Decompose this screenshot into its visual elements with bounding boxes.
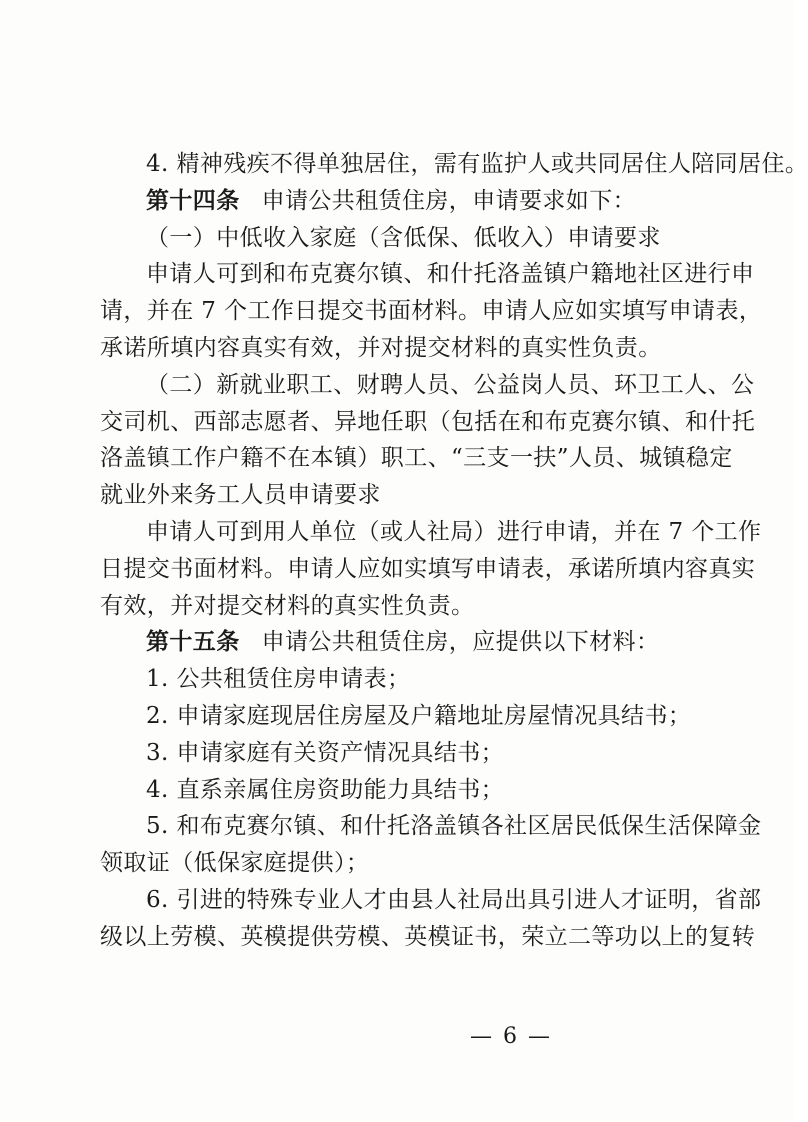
line-text: 4. 直系亲属住房资助能力具结书； (146, 776, 505, 803)
paragraph-line (100, 477, 692, 514)
line-text: （一）中低收入家庭（含低保、低收入）申请要求 (146, 224, 661, 251)
line-text: 请，并在 7 个工作日提交书面材料。申请人应如实填写申请表， (100, 298, 763, 325)
list-item (100, 698, 692, 735)
line-text: 领取证（低保家庭提供）； (100, 850, 370, 877)
list-item (100, 735, 692, 772)
list-item (100, 882, 762, 919)
list-item-continuation (100, 845, 692, 882)
line-text: 3. 申请家庭有关资产情况具结书； (146, 739, 505, 766)
list-item (100, 808, 762, 845)
paragraph-line (100, 404, 756, 441)
line-text: 4. 精神残疾不得单独居住，需有监护人或共同居住人陪同居住。 (146, 151, 808, 177)
article-heading-line (100, 183, 692, 220)
article-label: 第十四条 (146, 186, 240, 214)
paragraph-line (100, 588, 692, 625)
line-text: 洛盖镇工作户籍不在本镇）职工、“三支一扶”人员、城镇稳定 (100, 445, 733, 472)
article-heading-line (100, 624, 692, 661)
article-label: 第十五条 (146, 628, 240, 656)
line-text: 申请人可到和布克赛尔镇、和什托洛盖镇户籍地社区进行申 (146, 261, 755, 288)
line-text: 申请公共租赁住房，申请要求如下： (261, 187, 637, 214)
paragraph-line (100, 293, 763, 330)
line-text: 6. 引进的特殊专业人才由县人社局出具引进人才证明，省部 (146, 886, 762, 913)
page-number: — 6 — (470, 1024, 552, 1049)
paragraph-line (100, 551, 756, 588)
list-item (100, 661, 692, 698)
paragraph-line (100, 220, 692, 257)
paragraph-line (100, 330, 692, 367)
list-item-continuation (100, 919, 756, 956)
paragraph-line (100, 367, 755, 404)
paragraph-line (100, 440, 733, 477)
paragraph-line (100, 256, 755, 293)
line-text: 有效，并对提交材料的真实性负责。 (100, 592, 475, 619)
document-body (100, 146, 808, 956)
paragraph-line (100, 514, 762, 551)
line-text: 1. 公共租赁住房申请表； (146, 666, 411, 693)
line-text: 5. 和布克赛尔镇、和什托洛盖镇各社区居民低保生活保障金 (146, 813, 762, 840)
line-text: 2. 申请家庭现居住房屋及户籍地址房屋情况具结书； (146, 702, 692, 729)
line-text: 承诺所填内容真实有效，并对提交材料的真实性负责。 (100, 334, 662, 361)
line-text: 级以上劳模、英模提供劳模、英模证书，荣立二等功以上的复转 (100, 923, 756, 950)
paragraph-line (100, 146, 808, 183)
line-text: 交司机、西部志愿者、异地任职（包括在和布克赛尔镇、和什托 (100, 408, 756, 435)
line-text: 日提交书面材料。申请人应如实填写申请表，承诺所填内容真实 (100, 555, 756, 582)
line-text: 申请公共租赁住房，应提供以下材料： (261, 629, 660, 656)
line-text: （二）新就业职工、财聘人员、公益岗人员、环卫工人、公 (146, 371, 755, 398)
line-text: 就业外来务工人员申请要求 (100, 482, 381, 509)
list-item (100, 772, 692, 809)
line-text: 申请人可到用人单位（或人社局）进行申请，并在 7 个工作 (146, 518, 762, 545)
